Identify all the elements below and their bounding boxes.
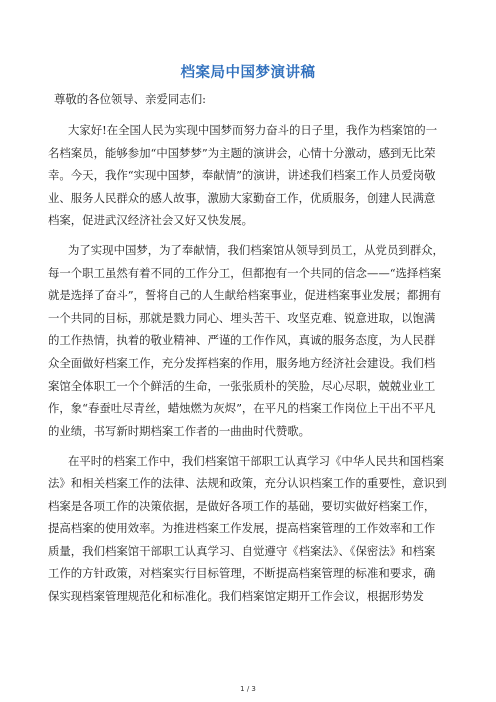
paragraph-line: 每一个职工虽然有着不同的工作分工，但都抱有一个共同的信念——“选择档案 (48, 266, 442, 280)
paragraph-line: 名档案员，能够参加“中国梦梦”为主题的演讲会，心情十分激动，感到无比荣 (48, 146, 436, 160)
paragraph-line: 工作的方针政策，对档案实行目标管理，不断提高档案管理的标准和要求，确 (48, 566, 436, 580)
paragraph-line: 就是选择了奋斗”，誓将自己的人生献给档案事业，促进档案事业发展；都拥有 (48, 288, 442, 302)
salutation: 尊敬的各位领导、亲爱同志们: (54, 92, 206, 106)
paragraph-line: 一个共同的目标，那就是戮力同心、埋头苦干、攻坚克难、锐意进取，以饱满 (48, 311, 436, 325)
paragraph-line: 档案是各项工作的决策依据，是做好各项工作的基础，要切实做好档案工作， (48, 499, 436, 513)
paragraph-line: 作，象“春蚕吐尽青丝，蜡烛燃为灰烬”，在平凡的档案工作岗位上干出不平凡 (48, 401, 436, 415)
document-title: 档案局中国梦演讲稿 (180, 65, 316, 81)
paragraph-line: 的业绩，书写新时期档案工作者的一曲曲时代赞歌。 (48, 424, 310, 438)
paragraph-line: 质量，我们档案馆干部职工认真学习、自觉遵守《档案法》、《保密法》和档案 (48, 544, 436, 558)
paragraph-line: 法》和相关档案工作的法律、法规和政策，充分认识档案工作的重要性，意识到 (48, 476, 447, 490)
paragraph-line: 众全面做好档案工作，充分发挥档案的作用，服务地方经济社会建设。我们档 (48, 356, 436, 370)
page-indicator: 1 / 3 (240, 685, 256, 693)
paragraph-line: 幸。今天，我作“实现中国梦，奉献情”的演讲，讲述我们档案工作人员爱岗敬 (48, 168, 436, 182)
paragraph-line: 的工作热情，执着的敬业精神、严谨的工作作风，真诚的服务态度，为人民群 (48, 333, 436, 347)
paragraph-line: 为了实现中国梦，为了奉献情，我们档案馆从领导到员工，从党员到群众， (68, 243, 444, 257)
paragraph-line: 档案，促进武汉经济社会又好又快发展。 (48, 213, 254, 227)
paragraph-line: 大家好!在全国人民为实现中国梦而努力奋斗的日子里，我作为档案馆的一 (68, 123, 438, 137)
paragraph-line: 保实现档案管理规范化和标准化。我们档案馆定期开工作会议，根据形势发 (48, 589, 424, 603)
paragraph-line: 提高档案的使用效率。为推进档案工作发展，提高档案管理的工作效率和工作 (48, 521, 436, 535)
paragraph-line: 业、服务人民群众的感人故事，激励大家勤奋工作，优质服务，创建人民满意 (48, 191, 436, 205)
paragraph-line: 在平时的档案工作中，我们档案馆干部职工认真学习《中华人民共和国档案 (68, 454, 444, 468)
paragraph-line: 案馆全体职工一个个鲜活的生命，一张张质朴的笑脸，尽心尽职，兢兢业业工 (48, 379, 436, 393)
